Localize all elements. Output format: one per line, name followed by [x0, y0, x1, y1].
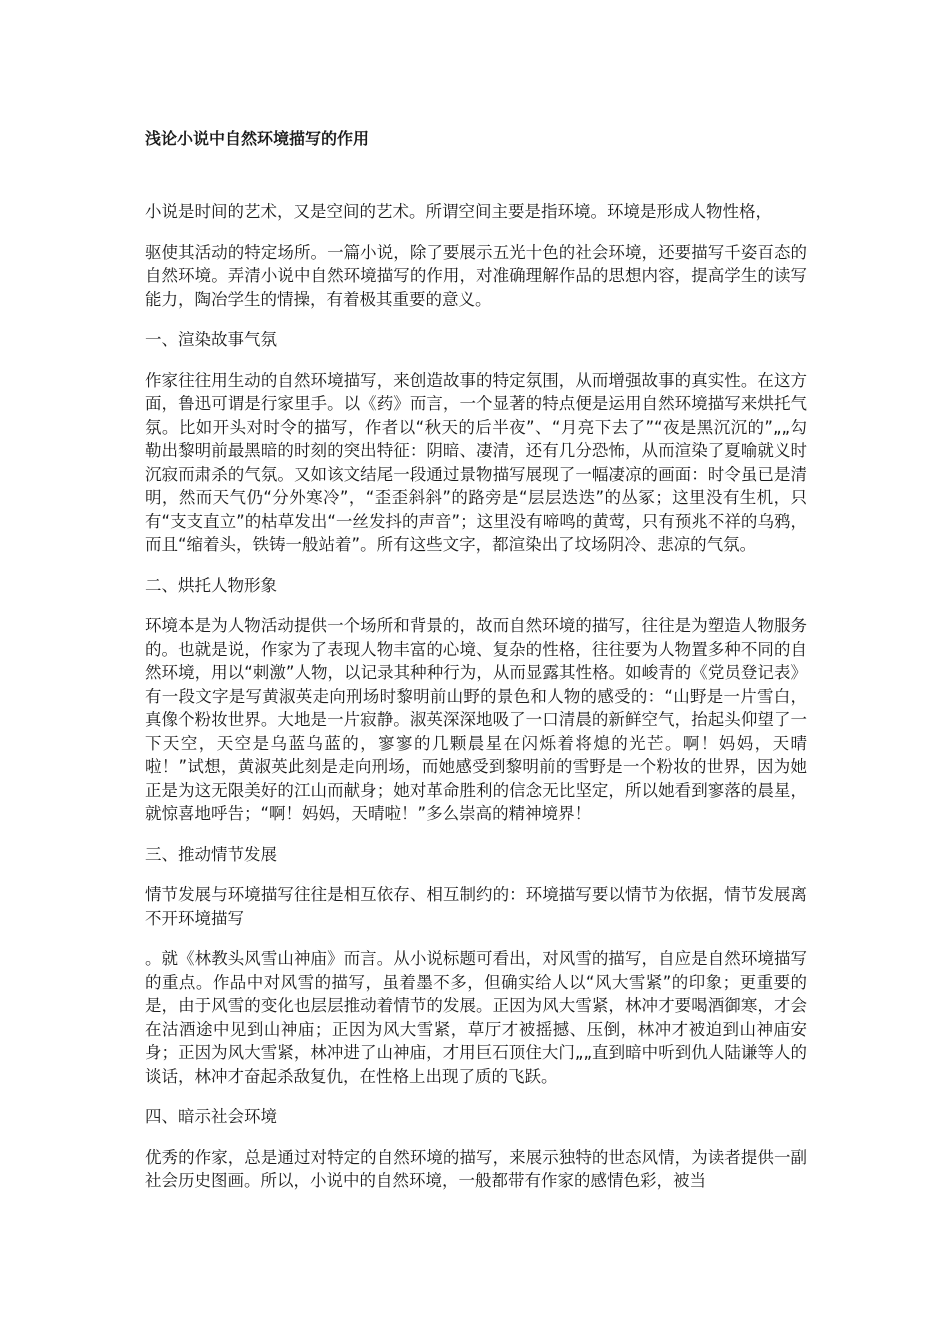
paragraph: 环境本是为人物活动提供一个场所和背景的，故而自然环境的描写，往往是为塑造人物服务的。也就是说，作家为了表现人物丰富的心境、复杂的性格，往往要为人物置多种不同的自然环境，用以“刺激”人物，以记录其种种行为，从而显露其性格。如峻青的《党员登记表》有一段文字是写黄淑英走向刑场时黎明前山野的景色和人物的感受的：“山野是一片雪白，真像个粉妆世界。大地是一片寂静。淑英深深地吸了一口清晨的新鲜空气，抬起头仰望了一下天空，天空是乌蓝乌蓝的，寥寥的几颗晨星在闪烁着将熄的光芒。啊！妈妈，天晴啦！”试想，黄淑英此刻是走向刑场，而她感受到黎明前的雪野是一个粉妆的世界，因为她正是为这无限美好的江山而献身；她对革命胜利的信念无比坚定，所以她看到寥落的晨星，就惊喜地呼告；“啊！妈妈，天晴啦！”多么崇高的精神境界！	[145, 616, 807, 823]
paragraph: 情节发展与环境描写往往是相互依存、相互制约的：环境描写要以情节为依据，情节发展离不开环境描写	[145, 885, 807, 928]
paragraph: 作家往往用生动的自然环境描写，来创造故事的特定氛围，从而增强故事的真实性。在这方面，鲁迅可谓是行家里手。以《药》而言，一个显著的特点便是运用自然环境描写来烘托气氛。比如开头对时令的描写，作者以“秋天的后半夜”、“月亮下去了”“夜是黑沉沉的”„„勾勒出黎明前最黑暗的时刻的突出特征：阴暗、凄清，还有几分恐怖，从而渲染了夏喻就义时沉寂而肃杀的气氛。又如该文结尾一段通过景物描写展现了一幅凄凉的画面：时令虽已是清明，然而天气仍“分外寒冷”，“歪歪斜斜”的路旁是“层层迭迭”的丛冢；这里没有生机，只有“支支直立”的枯草发出“一丝发抖的声音”；这里没有啼鸣的黄莺，只有预兆不祥的乌鸦，而且“缩着头，铁铸一般站着”。所有这些文字，都渲染出了坟场阴冷、悲凉的气氛。	[145, 370, 807, 554]
paragraph: 驱使其活动的特定场所。一篇小说，除了要展示五光十色的社会环境，还要描写千姿百态的自然环境。弄清小说中自然环境描写的作用，对准确理解作品的思想内容，提高学生的读写能力，陶冶学生的情操，有着极其重要的意义。	[145, 242, 807, 309]
section-heading: 一、渲染故事气氛	[145, 330, 277, 349]
paragraph: 。就《林教头风雪山神庙》而言。从小说标题可看出，对风雪的描写，自应是自然环境描写的重点。作品中对风雪的描写，虽着墨不多，但确实给人以“风大雪紧”的印象；更重要的是，由于风雪的变化也层层推动着情节的发展。正因为风大雪紧，林冲才要喝酒御寒，才会在沽酒途中见到山神庙；正因为风大雪紧，草厅才被摇撼、压倒，林冲才被迫到山神庙安身；正因为风大雪紧，林冲进了山神庙，才用巨石顶住大门„„直到暗中听到仇人陆谦等人的谈话，林冲才奋起杀敌复仇，在性格上出现了质的飞跃。	[145, 949, 807, 1086]
paragraph: 优秀的作家，总是通过对特定的自然环境的描写，来展示独特的世态风情，为读者提供一副社会历史图画。所以，小说中的自然环境，一般都带有作家的感情色彩，被当	[145, 1147, 807, 1190]
document-title: 浅论小说中自然环境描写的作用	[145, 129, 370, 148]
section-heading: 四、暗示社会环境	[145, 1107, 277, 1126]
section-heading: 三、推动情节发展	[145, 844, 277, 864]
section-heading: 二、烘托人物形象	[145, 575, 277, 595]
paragraph: 小说是时间的艺术，又是空间的艺术。所谓空间主要是指环境。环境是形成人物性格，	[145, 202, 772, 221]
document-body	[145, 200, 807, 1210]
